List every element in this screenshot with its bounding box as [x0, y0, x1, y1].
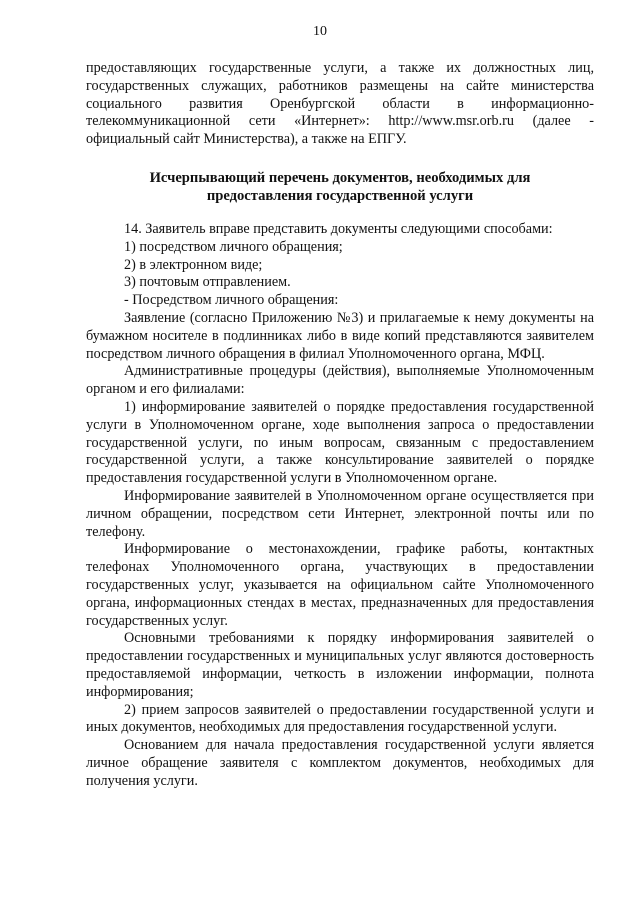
basis-paragraph: Основанием для начала предоставления государственной услуги является личное обращение заявителя с комплектом документов, необходимых для получения услуги. [86, 737, 594, 789]
clause-14: 14. Заявитель вправе представить документы следующими способами: [124, 220, 553, 237]
page-body [86, 60, 594, 790]
personal-submission-heading: - Посредством личного обращения: [124, 292, 339, 309]
location-info-paragraph: Информирование о местонахождении, графике работы, контактных телефонах Уполномоченного органа, участвующих в предоставлении государственных услуг, указывается на официальном сайте Уполномоченного органа, информационных стендах в местах, предназначенных для предоставления государственных услуг. [86, 541, 594, 629]
requests-item-2: 2) прием запросов заявителей о предоставлении государственной услуги и иных документов, необходимых для предоставления государственной услуги. [86, 701, 594, 736]
way-1: 1) посредством личного обращения; [124, 238, 343, 255]
informing-item-1: 1) информирование заявителей о порядке предоставления государственной услуги в Уполномоченном органе, ходе выполнения запроса о предоставлении государственной услуги, по иным вопросам, связанным с предоставлением государственной услуги, а также консультирование заявителей о порядке предоставления государственной услуги в Уполномоченном органе. [86, 398, 594, 487]
section-heading-line-2: предоставления государственной услуги [206, 187, 474, 204]
section-heading [86, 169, 594, 205]
submission-ways [86, 221, 594, 310]
page-number: 10 [313, 24, 327, 39]
way-3: 3) почтовым отправлением. [124, 274, 291, 291]
admin-procedures-paragraph: Административные процедуры (действия), выполняемые Уполномоченным органом и его филиалами: [86, 363, 594, 398]
way-2: 2) в электронном виде; [124, 256, 263, 273]
intro-paragraph: предоставляющих государственные услуги, а также их должностных лиц, государственных служащих, работников размещены на сайте министерства социального развития Оренбургской области в информационно-телекоммуникационной сети «Интернет»: http://www.msr.orb.ru (далее - официальный сайт Министерства), а также на ЕПГУ. [86, 60, 594, 148]
section-heading-line-1: Исчерпывающий перечень документов, необходимых для [149, 169, 531, 186]
requirements-paragraph: Основными требованиями к порядку информирования заявителей о предоставлении государственных и муниципальных услуг являются достоверность предоставляемой информации, четкость в изложении информации, полнота информирования; [86, 630, 594, 700]
informing-ways-paragraph: Информирование заявителей в Уполномоченном органе осуществляется при личном обращении, посредством сети Интернет, электронной почты или по телефону. [86, 487, 594, 540]
application-paragraph: Заявление (согласно Приложению №3) и прилагаемые к нему документы на бумажном носителе в подлинниках либо в виде копий представляются заявителем посредством личного обращения в филиал Уполномоченного органа, МФЦ. [86, 309, 594, 362]
